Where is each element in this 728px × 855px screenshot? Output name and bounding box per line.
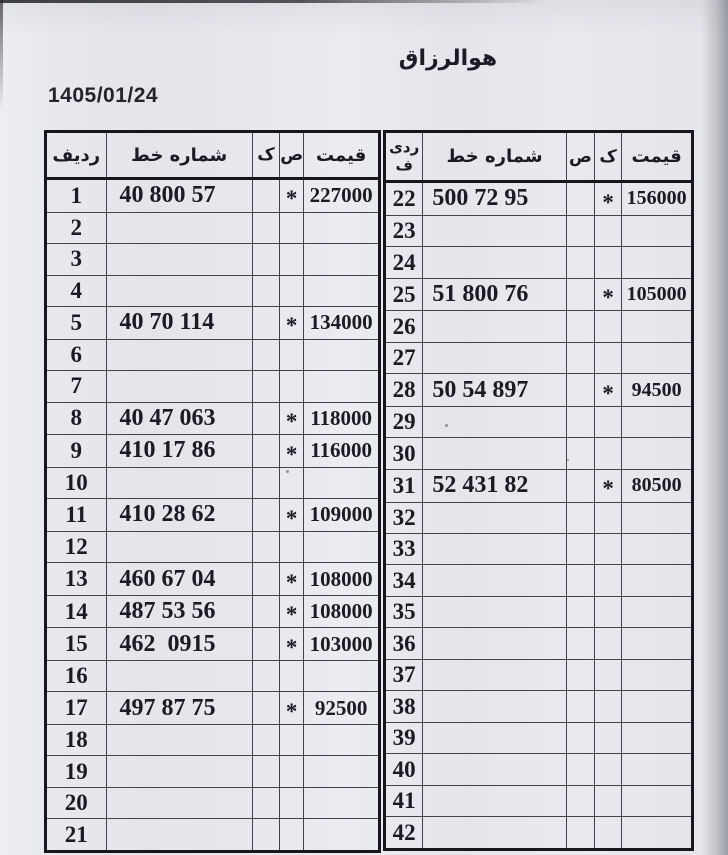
row-number-cell: 9 (46, 435, 107, 468)
price-cell: 80500 (622, 469, 693, 502)
asterisk-mark-cell: * (595, 182, 622, 216)
price-cell (622, 817, 693, 850)
asterisk-mark-cell (280, 660, 304, 691)
line-number-cell (423, 438, 566, 469)
price-cell (622, 406, 693, 437)
column-header-kaf: ک (252, 132, 279, 179)
price-cell: 94500 (622, 374, 693, 407)
row-number-cell: 24 (385, 247, 423, 278)
line-number-cell: 40 70 114 (106, 307, 252, 340)
asterisk-mark-cell: * (280, 402, 304, 435)
line-number-cell: 460 67 04 (106, 563, 252, 596)
line-number-cell (423, 502, 566, 533)
row-number-cell: 32 (385, 502, 423, 533)
line-number-cell: 410 17 86 (106, 435, 252, 468)
price-cell: 118000 (304, 402, 380, 435)
table-row (46, 499, 380, 532)
asterisk-mark-cell: * (280, 499, 304, 532)
table-row (46, 756, 380, 787)
empty-check-cell (252, 402, 279, 435)
empty-check-cell (252, 756, 279, 787)
empty-check-cell (566, 502, 594, 533)
price-cell: 92500 (304, 692, 380, 725)
asterisk-mark-cell (280, 725, 304, 756)
empty-check-cell (252, 435, 279, 468)
row-number-cell: 15 (46, 628, 107, 661)
empty-check-cell (566, 691, 594, 722)
asterisk-mark-cell: * (280, 563, 304, 596)
asterisk-mark-cell (280, 371, 304, 402)
price-cell (304, 725, 380, 756)
row-number-cell: 25 (385, 278, 423, 311)
empty-check-cell (252, 660, 279, 691)
asterisk-mark-cell (595, 502, 622, 533)
asterisk-mark-cell (280, 819, 304, 852)
column-header-kaf: ک (595, 132, 622, 182)
empty-check-cell (566, 659, 594, 690)
empty-check-cell (252, 339, 279, 370)
row-number-cell: 14 (46, 595, 107, 628)
table-row (46, 275, 380, 306)
line-number-cell (423, 659, 566, 690)
line-number-cell (106, 467, 252, 498)
line-number-cell (106, 787, 252, 818)
scan-edge-top (0, 0, 545, 3)
row-number-cell: 1 (46, 179, 107, 213)
price-cell: 108000 (304, 563, 380, 596)
table-row (385, 785, 693, 816)
column-header-price: قیمت (622, 132, 693, 182)
table-row (385, 565, 693, 596)
price-cell: 109000 (304, 499, 380, 532)
asterisk-mark-cell (595, 342, 622, 373)
price-cell (304, 756, 380, 787)
asterisk-mark-cell: * (280, 692, 304, 725)
price-cell (304, 371, 380, 402)
table-row (385, 215, 693, 246)
price-cell (622, 534, 693, 565)
table-row (385, 691, 693, 722)
asterisk-mark-cell (595, 215, 622, 246)
empty-check-cell (566, 311, 594, 342)
line-number-cell: 40 800 57 (106, 179, 252, 213)
line-number-cell (423, 247, 566, 278)
row-number-cell: 34 (385, 565, 423, 596)
price-cell (304, 275, 380, 306)
row-number-cell: 13 (46, 563, 107, 596)
line-number-cell (423, 785, 566, 816)
empty-check-cell (252, 595, 279, 628)
price-cell (622, 502, 693, 533)
table-row (46, 435, 380, 468)
table-row (385, 311, 693, 342)
empty-check-cell (566, 817, 594, 850)
table-row (385, 247, 693, 278)
empty-check-cell (566, 565, 594, 596)
asterisk-mark-cell: * (280, 179, 304, 213)
table-row (46, 244, 380, 275)
line-number-cell: 462 0915 (106, 628, 252, 661)
line-number-cell (106, 756, 252, 787)
line-number-cell (106, 819, 252, 852)
line-number-cell (423, 754, 566, 785)
row-number-cell: 35 (385, 596, 423, 627)
asterisk-mark-cell (595, 785, 622, 816)
row-number-cell: 16 (46, 660, 107, 691)
table-body-right (385, 182, 693, 850)
column-header-row-number: ردیف (46, 132, 107, 179)
empty-check-cell (566, 534, 594, 565)
table-row (385, 596, 693, 627)
line-number-cell (423, 691, 566, 722)
table-row (46, 179, 380, 213)
row-number-cell: 11 (46, 499, 107, 532)
asterisk-mark-cell (595, 596, 622, 627)
asterisk-mark-cell (595, 534, 622, 565)
row-number-cell: 2 (46, 212, 107, 243)
empty-check-cell (252, 628, 279, 661)
table-row (46, 371, 380, 402)
line-number-cell (423, 817, 566, 850)
price-cell (622, 754, 693, 785)
row-number-cell: 12 (46, 531, 107, 562)
row-number-cell: 29 (385, 406, 423, 437)
empty-check-cell (252, 563, 279, 596)
asterisk-mark-cell (595, 311, 622, 342)
row-number-cell: 6 (46, 339, 107, 370)
price-cell (304, 467, 380, 498)
table-row (46, 467, 380, 498)
table-row (385, 182, 693, 216)
row-number-cell: 39 (385, 722, 423, 753)
column-header-price: قیمت (304, 132, 380, 179)
line-number-cell (106, 212, 252, 243)
column-header-line-number: شماره خط (106, 132, 252, 179)
asterisk-mark-cell: * (595, 374, 622, 407)
column-header-row-number: ردی ف (385, 132, 423, 182)
price-cell (622, 565, 693, 596)
price-cell (622, 247, 693, 278)
price-cell (304, 212, 380, 243)
row-number-cell: 23 (385, 215, 423, 246)
table-row (46, 628, 380, 661)
empty-check-cell (566, 785, 594, 816)
table-row (46, 819, 380, 852)
asterisk-mark-cell (595, 659, 622, 690)
price-cell (622, 628, 693, 659)
asterisk-mark-cell (280, 339, 304, 370)
row-number-cell: 21 (46, 819, 107, 852)
line-number-cell (423, 596, 566, 627)
table-row (46, 660, 380, 691)
line-number-cell (423, 311, 566, 342)
empty-check-cell (252, 244, 279, 275)
row-number-cell: 37 (385, 659, 423, 690)
column-header-line-number: شماره خط (423, 132, 566, 182)
price-cell: 105000 (622, 278, 693, 311)
price-cell (622, 215, 693, 246)
price-cell (622, 691, 693, 722)
price-cell (304, 660, 380, 691)
line-number-cell: 50 54 897 (423, 374, 566, 407)
price-cell (304, 244, 380, 275)
price-cell: 134000 (304, 307, 380, 340)
asterisk-mark-cell (280, 467, 304, 498)
asterisk-mark-cell (595, 722, 622, 753)
row-number-cell: 41 (385, 785, 423, 816)
row-number-cell: 22 (385, 182, 423, 216)
asterisk-mark-cell (595, 691, 622, 722)
empty-check-cell (252, 212, 279, 243)
table-row (385, 469, 693, 502)
empty-check-cell (252, 179, 279, 213)
table-row (385, 659, 693, 690)
line-number-cell (106, 725, 252, 756)
empty-check-cell (566, 722, 594, 753)
line-number-cell: 410 28 62 (106, 499, 252, 532)
tables-container (44, 130, 694, 853)
row-number-cell: 17 (46, 692, 107, 725)
row-number-cell: 10 (46, 467, 107, 498)
table-row (46, 563, 380, 596)
asterisk-mark-cell (280, 531, 304, 562)
row-number-cell: 38 (385, 691, 423, 722)
row-number-cell: 40 (385, 754, 423, 785)
price-cell (304, 339, 380, 370)
asterisk-mark-cell (595, 438, 622, 469)
price-cell (622, 311, 693, 342)
empty-check-cell (566, 215, 594, 246)
empty-check-cell (566, 438, 594, 469)
asterisk-mark-cell (595, 754, 622, 785)
empty-check-cell (252, 692, 279, 725)
empty-check-cell (252, 467, 279, 498)
line-number-cell: 40 47 063 (106, 402, 252, 435)
empty-check-cell (566, 628, 594, 659)
row-number-cell: 26 (385, 311, 423, 342)
empty-check-cell (252, 819, 279, 852)
table-row (46, 339, 380, 370)
table-row (385, 278, 693, 311)
table-row (46, 725, 380, 756)
price-cell: 103000 (304, 628, 380, 661)
empty-check-cell (566, 754, 594, 785)
table-row (385, 817, 693, 850)
row-number-cell: 36 (385, 628, 423, 659)
asterisk-mark-cell (595, 628, 622, 659)
table-row (385, 628, 693, 659)
empty-check-cell (252, 499, 279, 532)
line-number-cell (423, 565, 566, 596)
row-number-cell: 5 (46, 307, 107, 340)
line-number-cell (106, 660, 252, 691)
line-number-cell: 51 800 76 (423, 278, 566, 311)
line-number-cell: 500 72 95 (423, 182, 566, 216)
table-row (46, 595, 380, 628)
empty-check-cell (566, 278, 594, 311)
empty-check-cell (252, 787, 279, 818)
page-title: هوالرزاق (398, 46, 498, 71)
asterisk-mark-cell (280, 244, 304, 275)
header-row (385, 132, 693, 182)
column-header-sad: ص (280, 132, 304, 179)
table-row (385, 754, 693, 785)
empty-check-cell (566, 342, 594, 373)
asterisk-mark-cell: * (280, 628, 304, 661)
asterisk-mark-cell (280, 212, 304, 243)
line-number-cell (423, 215, 566, 246)
empty-check-cell (566, 469, 594, 502)
table-row (385, 534, 693, 565)
table-row (385, 722, 693, 753)
row-number-cell: 19 (46, 756, 107, 787)
row-number-cell: 3 (46, 244, 107, 275)
table-row (385, 374, 693, 407)
asterisk-mark-cell: * (595, 469, 622, 502)
price-cell (622, 722, 693, 753)
asterisk-mark-cell (595, 247, 622, 278)
row-number-cell: 18 (46, 725, 107, 756)
empty-check-cell (252, 531, 279, 562)
asterisk-mark-cell (595, 817, 622, 850)
table-row (46, 307, 380, 340)
table-body-left (46, 179, 380, 852)
price-cell (622, 596, 693, 627)
empty-check-cell (566, 247, 594, 278)
price-cell (622, 659, 693, 690)
row-number-cell: 20 (46, 787, 107, 818)
asterisk-mark-cell: * (280, 435, 304, 468)
price-cell: 156000 (622, 182, 693, 216)
empty-check-cell (566, 596, 594, 627)
asterisk-mark-cell: * (280, 307, 304, 340)
price-cell: 108000 (304, 595, 380, 628)
row-number-cell: 42 (385, 817, 423, 850)
empty-check-cell (252, 307, 279, 340)
asterisk-mark-cell: * (595, 278, 622, 311)
table-row (385, 342, 693, 373)
date-label: 1405/01/24 (48, 84, 159, 107)
row-number-cell: 4 (46, 275, 107, 306)
line-number-cell (106, 339, 252, 370)
line-number-cell (106, 531, 252, 562)
table-row (46, 692, 380, 725)
row-number-cell: 7 (46, 371, 107, 402)
row-number-cell: 30 (385, 438, 423, 469)
row-number-cell: 8 (46, 402, 107, 435)
empty-check-cell (566, 406, 594, 437)
row-number-cell: 28 (385, 374, 423, 407)
table-row (385, 438, 693, 469)
header-row (46, 132, 380, 179)
scan-edge-left (0, 0, 3, 110)
line-number-cell (423, 534, 566, 565)
line-number-cell (106, 275, 252, 306)
price-cell (622, 342, 693, 373)
price-cell (622, 438, 693, 469)
line-number-cell: 52 431 82 (423, 469, 566, 502)
line-number-cell (423, 342, 566, 373)
table-row (46, 212, 380, 243)
price-cell: 116000 (304, 435, 380, 468)
line-number-cell: 497 87 75 (106, 692, 252, 725)
line-number-cell: 487 53 56 (106, 595, 252, 628)
scan-edge-right (702, 0, 728, 855)
price-cell (304, 531, 380, 562)
asterisk-mark-cell (280, 275, 304, 306)
line-number-cell (423, 406, 566, 437)
price-table-right (383, 130, 694, 851)
asterisk-mark-cell (595, 406, 622, 437)
price-cell (304, 787, 380, 818)
empty-check-cell (252, 725, 279, 756)
price-cell: 227000 (304, 179, 380, 213)
asterisk-mark-cell: * (280, 595, 304, 628)
column-header-sad: ص (566, 132, 594, 182)
empty-check-cell (252, 371, 279, 402)
line-number-cell (423, 628, 566, 659)
price-table-left (44, 130, 381, 853)
asterisk-mark-cell (595, 565, 622, 596)
asterisk-mark-cell (280, 756, 304, 787)
table-row (385, 406, 693, 437)
line-number-cell (106, 244, 252, 275)
table-row (385, 502, 693, 533)
price-cell (622, 785, 693, 816)
empty-check-cell (566, 182, 594, 216)
row-number-cell: 31 (385, 469, 423, 502)
table-row (46, 402, 380, 435)
asterisk-mark-cell (280, 787, 304, 818)
empty-check-cell (252, 275, 279, 306)
row-number-cell: 33 (385, 534, 423, 565)
table-row (46, 787, 380, 818)
line-number-cell (423, 722, 566, 753)
table-row (46, 531, 380, 562)
row-number-cell: 27 (385, 342, 423, 373)
empty-check-cell (566, 374, 594, 407)
price-cell (304, 819, 380, 852)
line-number-cell (106, 371, 252, 402)
